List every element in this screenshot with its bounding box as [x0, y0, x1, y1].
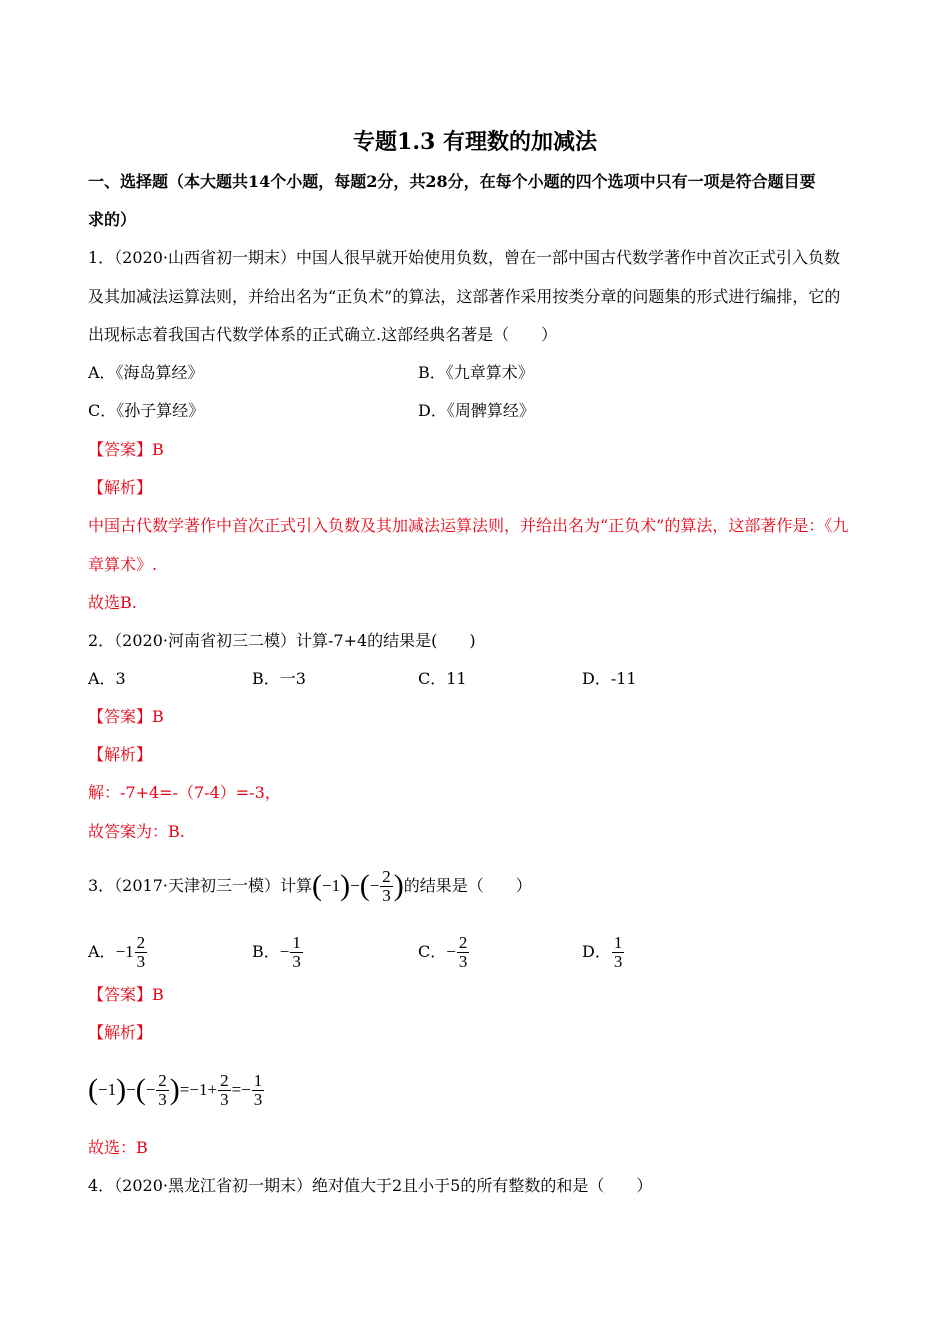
denominator: 3 — [382, 885, 391, 905]
q3-analysis-label: 【解析】 — [88, 1023, 153, 1042]
solution-a: −1 — [98, 1080, 117, 1099]
denominator: 3 — [458, 951, 468, 971]
option-label: C． — [418, 942, 447, 961]
solution-fraction-3 — [252, 1072, 265, 1109]
numerator: 2 — [158, 1070, 167, 1090]
q3-expression — [312, 866, 404, 906]
paren-close: ) — [393, 869, 404, 902]
q2-option-c: C．11 — [418, 669, 467, 688]
numerator: 2 — [382, 866, 391, 886]
q1-option-b: B．《九章算术》 — [418, 363, 534, 382]
q2-option-b: B．一3 — [252, 669, 306, 688]
q2-conclusion: 故答案为：B. — [88, 822, 185, 841]
denominator: 3 — [220, 1089, 229, 1109]
denominator: 3 — [253, 1089, 263, 1109]
q2-analysis: 解：-7+4=-（7-4）=-3， — [88, 783, 281, 802]
q2-option-d: D．-11 — [582, 669, 637, 688]
paren-close: ) — [340, 869, 351, 902]
paren-close: ) — [169, 1073, 180, 1106]
option-fraction — [612, 934, 625, 971]
q2-stem: 2．（2020·河南省初三二模）计算-7+4的结果是( ) — [88, 631, 476, 650]
solution-equals: = — [179, 1080, 190, 1099]
q3-option-c — [418, 930, 470, 974]
numerator: 2 — [220, 1070, 229, 1090]
q2-answer: 【答案】B — [88, 707, 164, 726]
q3-option-d — [582, 930, 625, 974]
q3-answer: 【答案】B — [88, 985, 164, 1004]
paren-open: ( — [312, 869, 322, 902]
q3-expr-inner-sign: − — [369, 876, 380, 895]
option-label: D． — [582, 942, 611, 961]
numerator: 2 — [458, 932, 468, 952]
option-sign: − — [279, 942, 290, 961]
q3-solution — [88, 1066, 265, 1114]
option-fraction — [135, 934, 148, 971]
page-title: 专题1.3 有理数的加减法 — [353, 129, 597, 155]
q1-option-a: A．《海岛算经》 — [88, 363, 204, 382]
option-fraction — [290, 934, 303, 971]
q3-conclusion: 故选：B — [88, 1138, 148, 1157]
option-sign: − — [446, 942, 456, 961]
q1-option-d: D．《周髀算经》 — [418, 401, 535, 420]
option-label: A． — [88, 942, 116, 961]
solution-fraction-1 — [156, 1072, 169, 1109]
solution-inner-sign: − — [145, 1080, 156, 1099]
q1-answer: 【答案】B — [88, 440, 164, 459]
denominator: 3 — [158, 1089, 167, 1109]
q3-option-a — [88, 930, 148, 974]
q1-analysis-line-1: 中国古代数学著作中首次正式引入负数及其加减法运算法则，并给出名为“正负术”的算法，这部著作是：《九 — [88, 516, 849, 535]
numerator: 2 — [136, 932, 146, 952]
paren-open: ( — [359, 869, 370, 902]
numerator: 1 — [253, 1070, 263, 1090]
solution-sign: − — [241, 1080, 251, 1099]
q1-stem-line-1: 1．（2020·山西省初一期末）中国人很早就开始使用负数，曾在一部中国古代数学著作中首次正式引入负数 — [88, 248, 840, 267]
option-whole: 1 — [125, 942, 134, 961]
q3-expr-fraction — [380, 868, 393, 905]
q3-expr-minus: − — [350, 876, 360, 895]
denominator: 3 — [613, 951, 623, 971]
solution-minus: − — [126, 1080, 136, 1099]
q2-option-a: A．3 — [88, 669, 126, 688]
section-heading-line-1: 一、选择题（本大题共14个小题，每题2分，共28分，在每个小题的四个选项中只有一项是符合题目要 — [88, 172, 816, 191]
paren-open: ( — [88, 1073, 98, 1106]
q3-option-b — [252, 930, 304, 974]
section-heading-line-2: 求的） — [88, 210, 137, 229]
solution-equals: = — [231, 1080, 242, 1099]
q3-stem-prefix: 3．（2017·天津初三一模）计算 — [88, 876, 312, 895]
numerator: 1 — [613, 932, 623, 952]
paren-close: ) — [116, 1073, 127, 1106]
numerator: 1 — [292, 932, 301, 952]
q1-analysis-label: 【解析】 — [88, 478, 153, 497]
q1-stem-line-2: 及其加减法运算法则，并给出名为“正负术”的算法，这部著作采用按类分章的问题集的形式进行编排，它的 — [88, 287, 841, 306]
solution-fraction-2 — [218, 1072, 231, 1109]
q4-stem: 4．（2020·黑龙江省初一期末）绝对值大于2且小于5的所有整数的和是（ ） — [88, 1176, 653, 1195]
q1-stem-line-3: 出现标志着我国古代数学体系的正式确立.这部经典名著是（ ） — [88, 325, 558, 344]
solution-middle: −1+ — [189, 1080, 218, 1099]
option-fraction — [457, 934, 470, 971]
q3-stem-suffix: 的结果是（ ） — [403, 876, 532, 895]
denominator: 3 — [136, 951, 146, 971]
option-label: B． — [252, 942, 280, 961]
q3-expr-a: −1 — [322, 876, 341, 895]
denominator: 3 — [292, 951, 301, 971]
paren-open: ( — [135, 1073, 146, 1106]
option-sign: − — [115, 942, 126, 961]
q2-analysis-label: 【解析】 — [88, 745, 153, 764]
q3-stem — [88, 864, 532, 908]
q1-analysis-line-2: 章算术》. — [88, 555, 158, 574]
q1-option-c: C．《孙子算经》 — [88, 401, 205, 420]
q1-conclusion: 故选B. — [88, 593, 137, 612]
